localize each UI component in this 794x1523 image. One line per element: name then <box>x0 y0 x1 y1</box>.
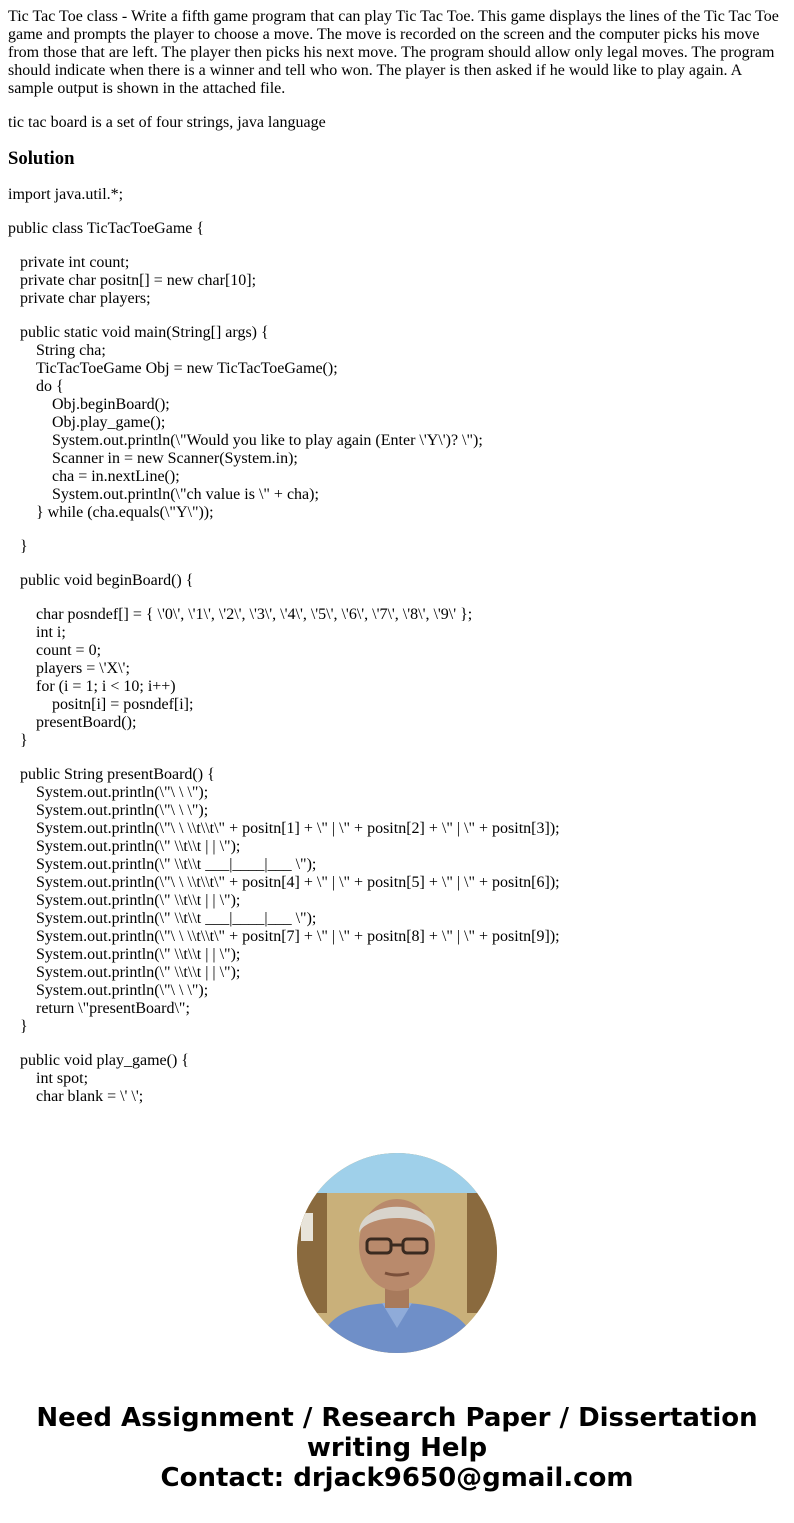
code-line: } <box>8 538 28 555</box>
code-line <box>8 204 786 220</box>
code-line: int spot; <box>8 1070 89 1087</box>
code-line <box>8 590 786 606</box>
code-line: private int count; <box>8 254 130 271</box>
code-line: System.out.println(\" \\t\\t ___|____|___ \"); <box>8 856 317 873</box>
code-line: public static void main(String[] args) { <box>8 324 269 341</box>
code-line: for (i = 1; i < 10; i++) <box>8 678 176 695</box>
code-line: public class TicTacToeGame { <box>8 220 205 237</box>
code-line: System.out.println(\"\ \ \"); <box>8 802 209 819</box>
code-line: presentBoard(); <box>8 714 137 731</box>
code-line: System.out.println(\"ch value is \" + cha); <box>8 486 319 503</box>
code-line: System.out.println(\"Would you like to play again (Enter \'Y\')? \"); <box>8 432 483 449</box>
code-line: int i; <box>8 624 66 641</box>
code-line: System.out.println(\"\ \ \\t\\t\" + positn[7] + \" | \" + positn[8] + \" | \" + positn[9]); <box>8 928 560 945</box>
code-line: String cha; <box>8 342 106 359</box>
code-line: count = 0; <box>8 642 102 659</box>
code-line: Scanner in = new Scanner(System.in); <box>8 450 298 467</box>
code-line: } <box>8 1018 28 1035</box>
code-line <box>8 750 786 766</box>
code-line: Obj.play_game(); <box>8 414 166 431</box>
code-line: System.out.println(\" \\t\\t | | \"); <box>8 838 241 855</box>
solution-code <box>8 186 786 1106</box>
code-line <box>8 556 786 572</box>
code-line: private char players; <box>8 290 151 307</box>
code-line: System.out.println(\"\ \ \"); <box>8 784 209 801</box>
code-line <box>8 308 786 324</box>
code-line: public void beginBoard() { <box>8 572 194 589</box>
promo-line-1: Need Assignment / Research Paper / Dissertation <box>36 1403 758 1433</box>
solution-heading: Solution <box>8 148 75 169</box>
code-line: import java.util.*; <box>8 186 124 203</box>
code-line: TicTacToeGame Obj = new TicTacToeGame(); <box>8 360 338 377</box>
code-line: System.out.println(\" \\t\\t | | \"); <box>8 946 241 963</box>
code-line: System.out.println(\" \\t\\t | | \"); <box>8 964 241 981</box>
code-line: players = \'X\'; <box>8 660 130 677</box>
code-line <box>8 1036 786 1052</box>
question-text: Tic Tac Toe class - Write a fifth game program that can play Tic Tac Toe. This game displays the lines of the Tic Tac Toe game and prompts the player to choose a move. The move is recorded on the screen and the computer picks his move from those that are left. The player then picks his next move. The program should allow only legal moves. The program should indicate when there is a winner and tell who won. The player is then asked if he would like to play again. A sample output is shown in the attached file. <box>8 8 779 97</box>
code-line: do { <box>8 378 64 395</box>
code-line: System.out.println(\"\ \ \"); <box>8 982 209 999</box>
code-line: public String presentBoard() { <box>8 766 215 783</box>
code-line <box>8 522 786 538</box>
code-line: return \"presentBoard\"; <box>8 1000 190 1017</box>
code-line: positn[i] = posndef[i]; <box>8 696 194 713</box>
page-content <box>8 8 786 1106</box>
code-line <box>8 238 786 254</box>
code-line: System.out.println(\" \\t\\t | | \"); <box>8 892 241 909</box>
person-photo-icon <box>297 1153 497 1353</box>
code-line: } while (cha.equals(\"Y\")); <box>8 504 214 521</box>
promo-contact: Contact: drjack9650@gmail.com <box>160 1463 634 1493</box>
code-line: } <box>8 732 28 749</box>
author-avatar <box>297 1153 497 1353</box>
code-line: char blank = \' \'; <box>8 1088 144 1105</box>
code-line: cha = in.nextLine(); <box>8 468 180 485</box>
code-line: char posndef[] = { \'0\', \'1\', \'2\', \'3\', \'4\', \'5\', \'6\', \'7\', \'8\', \'9\' }; <box>8 606 473 623</box>
question-note: tic tac board is a set of four strings, java language <box>8 114 326 131</box>
promo-line-2: writing Help <box>306 1433 488 1463</box>
promo-banner <box>0 1403 794 1493</box>
code-line: private char positn[] = new char[10]; <box>8 272 257 289</box>
code-line: public void play_game() { <box>8 1052 189 1069</box>
code-line: System.out.println(\"\ \ \\t\\t\" + positn[1] + \" | \" + positn[2] + \" | \" + positn[3]); <box>8 820 560 837</box>
code-line: Obj.beginBoard(); <box>8 396 170 413</box>
code-line: System.out.println(\" \\t\\t ___|____|___ \"); <box>8 910 317 927</box>
code-line: System.out.println(\"\ \ \\t\\t\" + positn[4] + \" | \" + positn[5] + \" | \" + positn[6]); <box>8 874 560 891</box>
